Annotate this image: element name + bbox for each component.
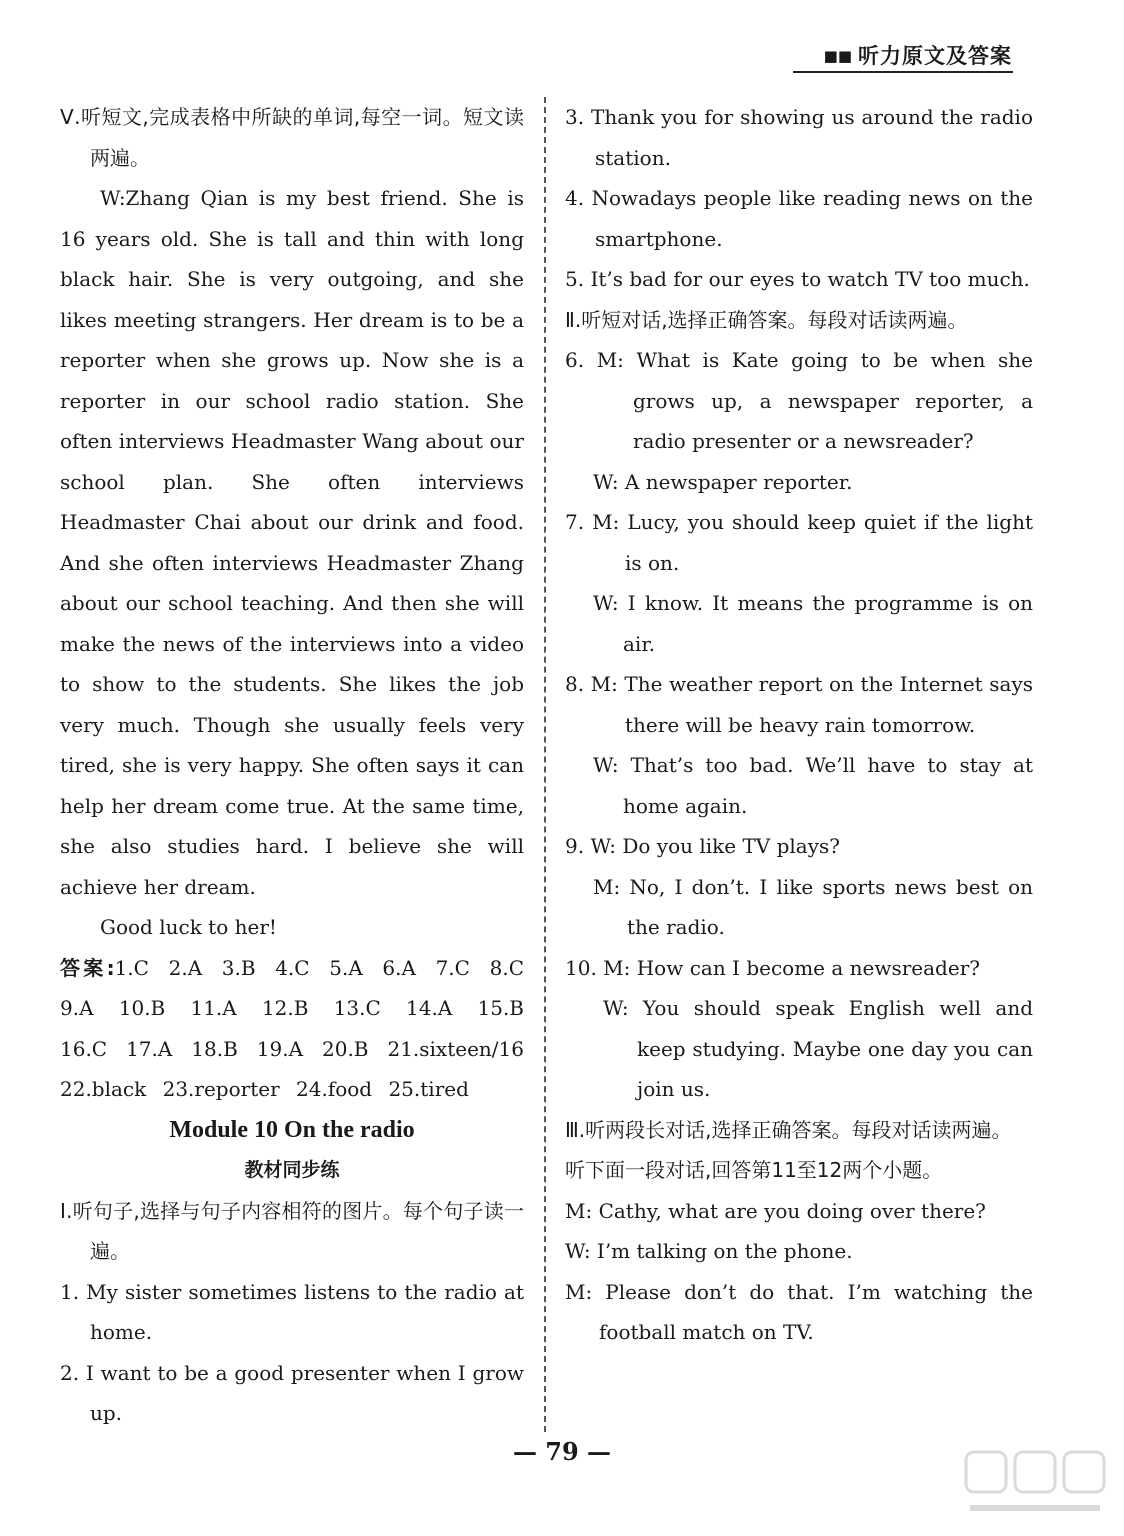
dialogue-line: W: I know. It means the programme is on air.	[593, 591, 1033, 656]
dialogue-line: 7. M: Lucy, you should keep quiet if the light is on.	[565, 510, 1033, 575]
right-column	[565, 97, 1033, 1353]
passage-closing: Good luck to her!	[100, 915, 277, 939]
answer-list: 1.C 2.A 3.B 4.C 5.A 6.A 7.C 8.C 9.A 10.B 11.A 12.B 13.C 14.A 15.B 16.C 17.A 18.B 19.A 20.B 21.sixteen/16 22.black 23.reporter 24.food 25.tired	[60, 955, 524, 1101]
header-rule	[793, 71, 1013, 73]
page-number: — 79 —	[512, 1437, 612, 1466]
dialogue-line: 10. M: How can I become a newsreader?	[565, 955, 980, 980]
dialogue-line: M: Cathy, what are you doing over there?	[565, 1198, 986, 1223]
dialogue-line: W: You should speak English well and keep studying. Maybe one day you can join us.	[603, 996, 1033, 1101]
dialogue-line: W: A newspaper reporter.	[593, 469, 853, 494]
dialogue-line: 6. M: What is Kate going to be when she grows up, a newspaper reporter, a radio presenter or a newsreader?	[565, 348, 1033, 453]
list-item: 2. I want to be a good presenter when I grow up.	[60, 1360, 524, 1425]
list-item: 5. It’s bad for our eyes to watch TV too much.	[565, 267, 1030, 291]
dialogue-line: 9. W: Do you like TV plays?	[565, 834, 841, 858]
left-column	[60, 97, 524, 1434]
list-item: 1. My sister sometimes listens to the radio at home.	[60, 1279, 524, 1344]
answer-key	[60, 948, 524, 1110]
list-item: 4. Nowadays people like reading news on the smartphone.	[565, 186, 1033, 251]
passage-text: W:Zhang Qian is my best friend. She is 16 years old. She is tall and thin with long black hair. She is very outgoing, and she likes meeting strangers. Her dream is to be a reporter when she grows up. Now she is a reporter in our school radio station. She often interviews Headmaster Wang about our school plan. She often interviews Headmaster Chai about our drink and food. And she often interviews Headmaster Zhang about our school teaching. And then she will make the news of the interviews into a video to show to the students. She likes the job very much. Though she usually feels very tired, she is very happy. She often says it can help her dream come true. At the same time, she also studies hard. I believe she will achieve her dream.	[60, 186, 524, 899]
list-item: 3. Thank you for showing us around the radio station.	[565, 105, 1033, 170]
section-subtitle: 教材同步练	[244, 1159, 340, 1181]
section-5-title: Ⅴ.听短文,完成表格中所缺的单词,每空一词。短文读两遍。	[60, 105, 524, 170]
section-1-title: Ⅰ.听句子,选择与句子内容相符的图片。每个句子读一遍。	[60, 1198, 524, 1263]
answer-label: 答案:	[60, 955, 115, 980]
header-title: 听力原文及答案	[858, 44, 1012, 68]
column-divider	[544, 97, 546, 1432]
instruction-text: 听下面一段对话,回答第11至12两个小题。	[565, 1158, 943, 1182]
dialogue-line: M: Please don’t do that. I’m watching the football match on TV.	[565, 1279, 1033, 1344]
section-2-title: Ⅱ.听短对话,选择正确答案。每段对话读两遍。	[565, 307, 968, 332]
dialogue-line: W: That’s too bad. We’ll have to stay at home again.	[593, 753, 1033, 818]
page-header	[824, 40, 1012, 70]
dialogue-line: M: No, I don’t. I like sports news best on the radio.	[593, 874, 1033, 939]
dialogue-line: 8. M: The weather report on the Internet says there will be heavy rain tomorrow.	[565, 672, 1033, 737]
section-3-title: Ⅲ.听两段长对话,选择正确答案。每段对话读两遍。	[565, 1117, 1012, 1142]
module-title: Module 10 On the radio	[169, 1116, 415, 1143]
dialogue-line: W: I’m talking on the phone.	[565, 1239, 853, 1263]
header-marks: ■■	[823, 47, 852, 65]
watermark-logo	[960, 1446, 1110, 1526]
